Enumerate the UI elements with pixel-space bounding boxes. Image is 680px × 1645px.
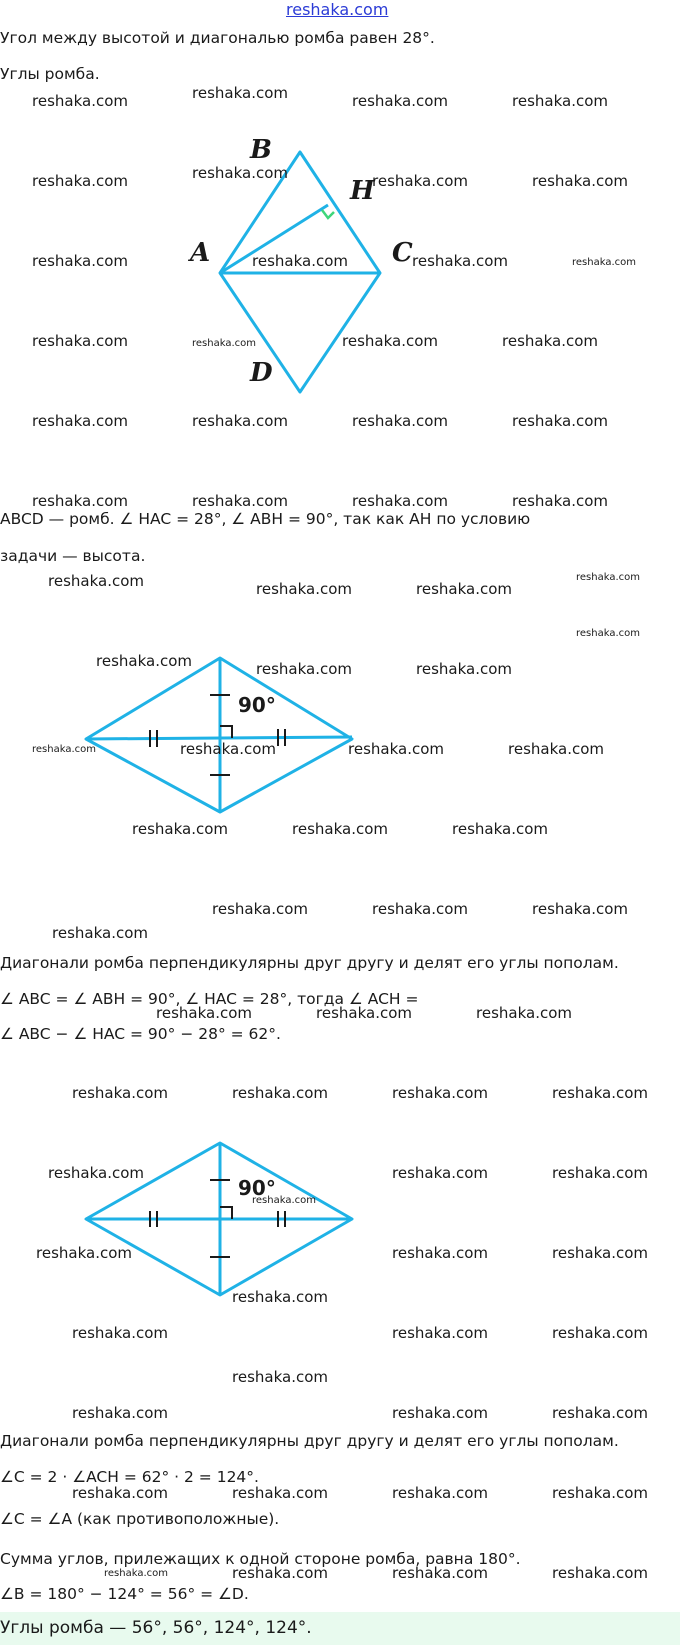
watermark: reshaka.com xyxy=(372,172,468,190)
watermark: reshaka.com xyxy=(572,257,636,268)
watermark: reshaka.com xyxy=(576,628,640,639)
watermark: reshaka.com xyxy=(192,492,288,510)
watermark: reshaka.com xyxy=(508,740,604,758)
text-line-1: Угол между высотой и диагональю ромба равен 28°. xyxy=(0,29,435,47)
right-angle-mark xyxy=(322,210,334,218)
watermark: reshaka.com xyxy=(72,1324,168,1342)
answer-line: Углы ромба — 56°, 56°, 124°, 124°. xyxy=(0,1618,312,1638)
watermark: reshaka.com xyxy=(392,1484,488,1502)
watermark: reshaka.com xyxy=(232,1288,328,1306)
text-line-2: Углы ромба. xyxy=(0,65,100,83)
text-line-9: ∠C = 2 · ∠ACH = 62° · 2 = 124°. xyxy=(0,1468,259,1486)
watermark: reshaka.com xyxy=(532,172,628,190)
watermark: reshaka.com xyxy=(576,572,640,583)
watermark: reshaka.com xyxy=(392,1244,488,1262)
watermark: reshaka.com xyxy=(416,580,512,598)
watermark: reshaka.com xyxy=(180,740,276,758)
watermark: reshaka.com xyxy=(132,820,228,838)
label-a: A xyxy=(190,238,211,268)
text-line-4: задачи — высота. xyxy=(0,547,146,565)
text-line-6: ∠ ABC = ∠ ABH = 90°, ∠ HAC = 28°, тогда ∠ ACH = xyxy=(0,990,419,1008)
watermark: reshaka.com xyxy=(192,164,288,182)
watermark: reshaka.com xyxy=(212,900,308,918)
text-line-12: ∠B = 180° − 124° = 56° = ∠D. xyxy=(0,1585,249,1603)
watermark: reshaka.com xyxy=(552,1404,648,1422)
watermark: reshaka.com xyxy=(232,1368,328,1386)
watermark: reshaka.com xyxy=(412,252,508,270)
angle-label-90-2: 90° xyxy=(238,1176,276,1200)
watermark: reshaka.com xyxy=(232,1484,328,1502)
watermark: reshaka.com xyxy=(32,332,128,350)
watermark: reshaka.com xyxy=(48,572,144,590)
watermark: reshaka.com xyxy=(48,1164,144,1182)
label-h: H xyxy=(350,176,375,206)
watermark: reshaka.com xyxy=(256,580,352,598)
text-line-10: ∠C = ∠A (как противоположные). xyxy=(0,1510,280,1528)
watermark: reshaka.com xyxy=(342,332,438,350)
watermark: reshaka.com xyxy=(156,1004,252,1022)
watermark: reshaka.com xyxy=(372,900,468,918)
watermark: reshaka.com xyxy=(352,492,448,510)
rhombus-diagonals-figure-2 xyxy=(0,1135,680,1315)
watermark: reshaka.com xyxy=(232,1564,328,1582)
text-line-5: Диагонали ромба перпендикулярны друг другу и делят его углы пополам. xyxy=(0,954,619,972)
watermark: reshaka.com xyxy=(32,412,128,430)
watermark: reshaka.com xyxy=(552,1164,648,1182)
watermark: reshaka.com xyxy=(72,1484,168,1502)
watermark: reshaka.com xyxy=(392,1404,488,1422)
watermark: reshaka.com xyxy=(512,92,608,110)
watermark: reshaka.com xyxy=(192,84,288,102)
watermark: reshaka.com xyxy=(72,1084,168,1102)
watermark: reshaka.com xyxy=(32,252,128,270)
watermark: reshaka.com xyxy=(552,1564,648,1582)
watermark: reshaka.com xyxy=(532,900,628,918)
watermark: reshaka.com xyxy=(552,1084,648,1102)
watermark: reshaka.com xyxy=(32,492,128,510)
text-line-7: ∠ ABC − ∠ HAC = 90° − 28° = 62°. xyxy=(0,1025,281,1043)
text-line-11: Сумма углов, прилежащих к одной стороне ромба, равна 180°. xyxy=(0,1550,521,1568)
watermark: reshaka.com xyxy=(352,412,448,430)
watermark: reshaka.com xyxy=(192,412,288,430)
watermark: reshaka.com xyxy=(252,252,348,270)
watermark: reshaka.com xyxy=(552,1484,648,1502)
angle-label-90-1: 90° xyxy=(238,693,276,717)
watermark: reshaka.com xyxy=(36,1244,132,1262)
label-d: D xyxy=(250,358,273,388)
watermark: reshaka.com xyxy=(392,1564,488,1582)
watermark: reshaka.com xyxy=(552,1324,648,1342)
watermark: reshaka.com xyxy=(512,492,608,510)
watermark: reshaka.com xyxy=(32,744,96,755)
watermark: reshaka.com xyxy=(416,660,512,678)
watermark: reshaka.com xyxy=(232,1084,328,1102)
text-line-8: Диагонали ромба перпендикулярны друг другу и делят его углы пополам. xyxy=(0,1432,619,1450)
watermark: reshaka.com xyxy=(316,1004,412,1022)
watermark: reshaka.com xyxy=(96,652,192,670)
watermark: reshaka.com xyxy=(256,660,352,678)
watermark: reshaka.com xyxy=(452,820,548,838)
watermark: reshaka.com xyxy=(52,924,148,942)
site-link[interactable]: reshaka.com xyxy=(286,0,389,19)
watermark: reshaka.com xyxy=(392,1084,488,1102)
watermark: reshaka.com xyxy=(292,820,388,838)
watermark: reshaka.com xyxy=(502,332,598,350)
watermark: reshaka.com xyxy=(352,92,448,110)
watermark: reshaka.com xyxy=(192,338,256,349)
watermark: reshaka.com xyxy=(348,740,444,758)
watermark: reshaka.com xyxy=(476,1004,572,1022)
watermark: reshaka.com xyxy=(32,92,128,110)
text-line-3: ABCD — ромб. ∠ HAC = 28°, ∠ ABH = 90°, так как AH по условию xyxy=(0,510,531,528)
watermark: reshaka.com xyxy=(32,172,128,190)
watermark: reshaka.com xyxy=(392,1324,488,1342)
label-b: B xyxy=(250,135,272,165)
watermark: reshaka.com xyxy=(104,1568,168,1579)
watermark: reshaka.com xyxy=(512,412,608,430)
watermark: reshaka.com xyxy=(252,1195,316,1206)
label-c: C xyxy=(392,238,413,268)
watermark: reshaka.com xyxy=(552,1244,648,1262)
watermark: reshaka.com xyxy=(392,1164,488,1182)
watermark: reshaka.com xyxy=(72,1404,168,1422)
